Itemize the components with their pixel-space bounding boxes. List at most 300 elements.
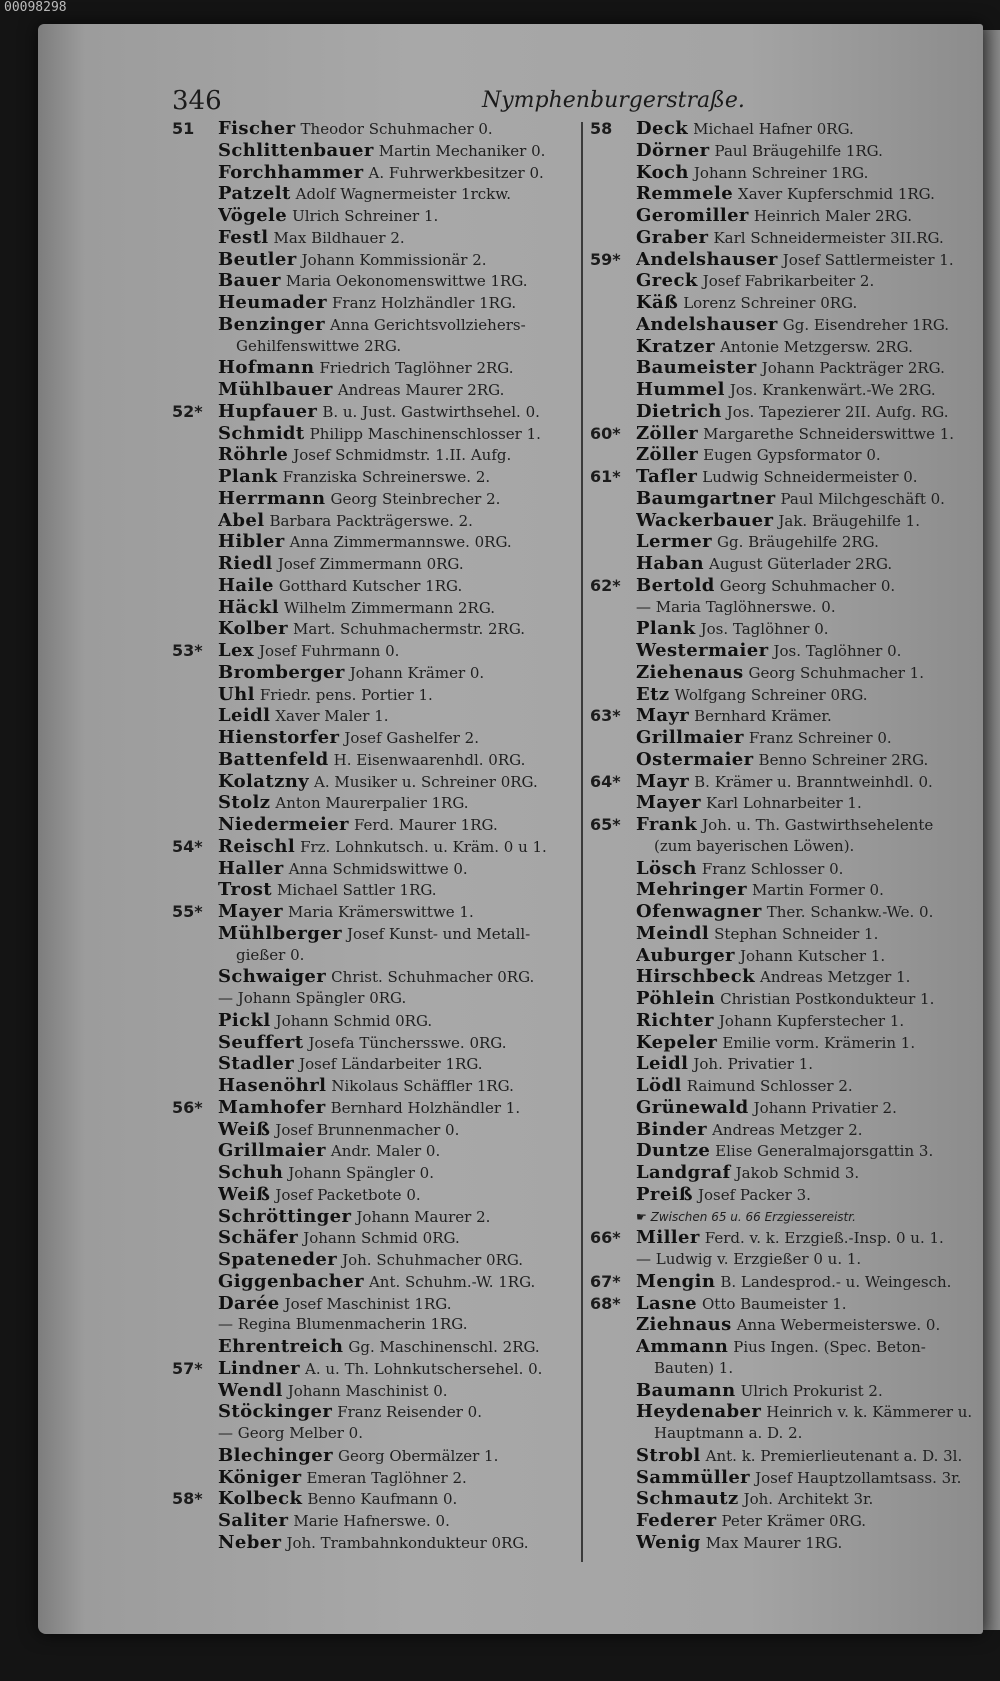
resident-surname: Baumeister (636, 357, 757, 379)
resident-details: Jakob Schmid 3. (735, 1164, 860, 1182)
resident-surname: Patzelt (218, 183, 291, 205)
entry-text (218, 183, 592, 206)
entry-text (218, 1467, 592, 1490)
directory-entry (172, 531, 592, 553)
house-number: 67* (590, 1271, 621, 1291)
resident-surname: Hasenöhrl (218, 1075, 327, 1096)
directory-entry (590, 336, 985, 358)
house-number: 55* (172, 902, 203, 921)
directory-entry (172, 1010, 592, 1032)
directory-entry (590, 858, 985, 880)
directory-entry (590, 792, 985, 814)
resident-details: Benno Kaufmann 0. (307, 1490, 458, 1509)
resident-details: Karl Lohnarbeiter 1. (705, 794, 862, 813)
resident-surname: Hibler (218, 531, 285, 553)
entry-text (636, 792, 985, 815)
resident-surname: Festl (218, 226, 269, 248)
directory-entry (172, 1510, 592, 1532)
entry-text (636, 1401, 985, 1424)
directory-entry (172, 227, 592, 249)
entry-text (636, 945, 985, 968)
resident-details: Michael Sattler 1RG. (277, 881, 437, 900)
directory-entry (172, 1271, 592, 1293)
directory-entry (172, 1206, 592, 1228)
directory-entry (172, 118, 592, 140)
resident-surname: Greck (636, 270, 698, 292)
house-number: 65* (590, 815, 621, 834)
resident-details: Adolf Wagnermeister 1rckw. (295, 185, 512, 204)
resident-surname: Wackerbauer (636, 509, 774, 531)
resident-surname: Lermer (636, 531, 712, 553)
resident-details: Josef Packetbote 0. (275, 1185, 421, 1204)
resident-surname: Abel (218, 509, 265, 531)
resident-details: Ther. Schankw.-We. 0. (766, 903, 934, 921)
resident-surname: Miller (636, 1227, 700, 1249)
directory-entry (172, 988, 592, 1010)
directory-entry (590, 227, 985, 249)
resident-details: Martin Mechaniker 0. (378, 141, 546, 160)
directory-entry (172, 1249, 592, 1271)
directory-entry (590, 1293, 985, 1315)
resident-surname: Hienstorfer (218, 727, 340, 748)
entry-text (218, 792, 592, 815)
resident-surname: Weiß (218, 1118, 271, 1140)
directory-entry (172, 705, 592, 727)
resident-surname: Giggenbacher (218, 1270, 364, 1292)
directory-entry (590, 1532, 985, 1554)
directory-entry (590, 1467, 985, 1489)
resident-details: Franz Schreiner 0. (748, 729, 892, 747)
directory-entry (172, 966, 592, 988)
directory-entry (590, 1314, 985, 1336)
resident-surname: Zöller (636, 444, 699, 466)
resident-details: Elise Generalmajorsgattin 3. (715, 1142, 934, 1161)
resident-surname: Lösch (636, 857, 697, 879)
entry-text (636, 379, 985, 402)
entry-text (636, 205, 985, 228)
resident-surname: Schmautz (636, 1488, 739, 1510)
house-number: 56* (172, 1097, 203, 1117)
entry-text (218, 1445, 592, 1468)
resident-surname: Dietrich (636, 400, 722, 422)
entry-text (218, 879, 592, 902)
directory-entry (590, 1053, 985, 1075)
directory-entry (590, 814, 985, 836)
resident-details: Raimund Schlosser 2. (686, 1077, 853, 1095)
directory-entry (172, 575, 592, 597)
directory-entry (590, 162, 985, 184)
entry-text (636, 227, 985, 250)
entry-text (218, 575, 592, 598)
directory-entry (590, 1184, 985, 1206)
resident-details: A. Fuhrwerkbesitzer 0. (368, 163, 544, 182)
directory-entry (590, 618, 985, 640)
resident-surname: Andelshauser (636, 248, 778, 270)
directory-entry (172, 879, 592, 901)
house-number: 52* (172, 401, 203, 421)
resident-surname: Koch (636, 161, 689, 183)
resident-surname: Andelshauser (636, 313, 778, 335)
resident-surname: Mayer (218, 901, 283, 922)
resident-details: Johann Krämer 0. (349, 663, 485, 682)
entry-text (636, 597, 985, 619)
entry-text (636, 1010, 985, 1033)
resident-surname: Haban (636, 553, 705, 574)
resident-details: Marie Hafnerswe. 0. (293, 1512, 450, 1530)
entry-text (636, 814, 985, 837)
house-number: 62* (590, 575, 621, 595)
entry-text (636, 684, 985, 707)
directory-entry (590, 531, 985, 553)
entry-text (218, 292, 592, 315)
resident-details: Andr. Maler 0. (330, 1142, 441, 1161)
entry-text (636, 140, 985, 163)
entry-text (636, 923, 985, 946)
resident-surname: Grillmaier (636, 727, 744, 748)
house-number: 58 (590, 119, 613, 138)
resident-details: (zum bayerischen Löwen). (654, 836, 855, 855)
entry-text (636, 705, 985, 728)
entry-text (636, 357, 985, 380)
entry-text (218, 205, 592, 228)
resident-surname: Schmidt (218, 422, 305, 444)
resident-surname: Ziehenaus (636, 661, 744, 683)
entry-text (636, 988, 985, 1011)
directory-entry (172, 444, 592, 466)
resident-details: — Johann Spängler 0RG. (218, 989, 407, 1007)
entry-text (218, 966, 592, 989)
resident-details: Johann Kupferstecher 1. (718, 1011, 905, 1030)
resident-details: gießer 0. (236, 945, 305, 964)
entry-text (636, 1140, 985, 1163)
directory-entry (590, 1097, 985, 1119)
resident-details: Gehilfenswittwe 2RG. (236, 336, 402, 355)
resident-details: Max Bildhauer 2. (273, 228, 405, 247)
resident-details: Josefa Tünchersswe. 0RG. (308, 1033, 507, 1052)
entry-text (636, 618, 985, 641)
directory-entry (590, 379, 985, 401)
directory-entry (590, 1510, 985, 1532)
resident-details: Mart. Schuhmachermstr. 2RG. (293, 620, 526, 639)
resident-surname: Hummel (636, 379, 725, 400)
directory-entry (172, 1445, 592, 1467)
directory-entry (172, 749, 592, 771)
resident-details: Martin Former 0. (752, 881, 884, 900)
entry-text (218, 705, 592, 728)
resident-details: Anton Maurerpalier 1RG. (275, 794, 469, 813)
resident-details: Gg. Bräugehilfe 2RG. (716, 533, 879, 552)
resident-details: Josef Sattlermeister 1. (782, 250, 954, 269)
directory-entry (172, 662, 592, 684)
entry-text (218, 466, 592, 489)
resident-details: Andreas Metzger 1. (759, 968, 911, 987)
resident-surname: Forchhammer (218, 161, 364, 183)
page-header (172, 86, 902, 120)
entry-text (654, 1358, 985, 1380)
directory-entry (590, 1227, 985, 1249)
directory-entry (172, 945, 592, 967)
entry-text (636, 270, 985, 293)
resident-details: Gotthard Kutscher 1RG. (278, 576, 463, 595)
directory-entry (590, 988, 985, 1010)
directory-entry (590, 684, 985, 706)
resident-details: Christian Postkondukteur 1. (720, 990, 935, 1008)
resident-details: Ant. k. Premierlieutenant a. D. 3l. (705, 1446, 963, 1465)
directory-entry (172, 1401, 592, 1423)
resident-surname: Frank (636, 814, 698, 835)
entry-text (218, 531, 592, 554)
directory-entry (590, 314, 985, 336)
resident-surname: Zöller (636, 422, 699, 444)
directory-entry (172, 314, 592, 336)
resident-details: Barbara Packträgerswe. 2. (269, 511, 473, 530)
house-number: 53* (172, 641, 203, 660)
entry-text (636, 488, 985, 511)
resident-details: Peter Krämer 0RG. (721, 1512, 867, 1530)
resident-surname: Vögele (218, 205, 288, 226)
resident-details: Lorenz Schreiner 0RG. (683, 294, 858, 312)
resident-surname: Meindl (636, 922, 710, 944)
resident-surname: Kolber (218, 618, 289, 640)
resident-details: Frz. Lohnkutsch. u. Kräm. 0 u 1. (300, 837, 547, 856)
resident-surname: Graber (636, 226, 709, 248)
resident-details: Andreas Metzger 2. (712, 1120, 863, 1139)
entry-text (636, 966, 985, 989)
entry-text (218, 1032, 592, 1055)
resident-details: Johann Privatier 2. (753, 1098, 897, 1117)
entry-text (218, 771, 592, 794)
resident-details: — Maria Taglöhnerswe. 0. (636, 597, 836, 616)
directory-entry (172, 357, 592, 379)
directory-entry (590, 401, 985, 423)
resident-details: B. u. Just. Gastwirthsehel. 0. (322, 402, 540, 421)
directory-entry (590, 205, 985, 227)
resident-surname: Lödl (636, 1075, 682, 1096)
resident-surname: Haile (218, 574, 274, 596)
resident-details: Jos. Krankenwärt.-We 2RG. (729, 381, 936, 399)
resident-details: Michael Hafner 0RG. (693, 120, 854, 138)
resident-surname: Federer (636, 1510, 717, 1531)
resident-details: Paul Milchgeschäft 0. (780, 489, 945, 508)
resident-surname: Grünewald (636, 1096, 749, 1118)
directory-entry (590, 1358, 985, 1380)
entry-text (636, 466, 985, 489)
resident-surname: Battenfeld (218, 748, 329, 770)
directory-entry (172, 1140, 592, 1162)
entry-text (636, 1075, 985, 1098)
entry-text (218, 1140, 592, 1163)
resident-surname: Heumader (218, 292, 327, 313)
entry-text (218, 270, 592, 293)
directory-entry (590, 879, 985, 901)
resident-details: Joh. Schuhmacher 0RG. (342, 1251, 524, 1269)
directory-entry (590, 466, 985, 488)
resident-surname: Haller (218, 857, 284, 879)
entry-text (218, 597, 592, 620)
resident-details: Georg Obermälzer 1. (338, 1446, 499, 1465)
entry-text (218, 1053, 592, 1076)
entry-text (636, 858, 985, 881)
resident-surname: Plank (636, 618, 696, 640)
resident-details: Xaver Maler 1. (275, 707, 389, 726)
resident-surname: Sammüller (636, 1466, 751, 1488)
page-number: 346 (172, 86, 222, 116)
resident-surname: Spateneder (218, 1249, 338, 1270)
directory-entry (590, 771, 985, 793)
resident-details: Eugen Gypsformator 0. (703, 446, 881, 465)
resident-details: Nikolaus Schäffler 1RG. (331, 1077, 514, 1095)
entry-text (636, 1314, 985, 1337)
resident-surname: Kratzer (636, 335, 716, 357)
directory-entry (172, 249, 592, 271)
directory-entry (590, 1271, 985, 1293)
resident-details: Georg Schuhmacher 1. (748, 663, 924, 682)
directory-entry (590, 901, 985, 923)
resident-surname: Niedermeier (218, 814, 349, 835)
directory-entry (172, 1423, 592, 1445)
resident-surname: Leidl (636, 1053, 689, 1075)
resident-details: — Georg Melber 0. (218, 1424, 363, 1442)
entry-text (218, 1423, 592, 1445)
running-title: Nymphenburgerstraße. (482, 88, 745, 113)
resident-details: Joh. Privatier 1. (693, 1055, 814, 1074)
house-number: 60* (590, 423, 621, 443)
entry-text (636, 1293, 985, 1316)
entry-text (218, 1358, 592, 1381)
resident-details: Johann Maschinist 0. (287, 1381, 448, 1400)
resident-surname: Baumgartner (636, 487, 776, 509)
directory-entry (590, 662, 985, 684)
directory-entry (172, 901, 592, 923)
entry-text (654, 836, 985, 858)
resident-details: Johann Maurer 2. (356, 1207, 491, 1226)
entry-text (218, 1184, 592, 1207)
resident-details: Wolfgang Schreiner 0RG. (674, 685, 868, 704)
directory-entry (172, 1314, 592, 1336)
resident-details: Johann Schmid 0RG. (275, 1011, 433, 1030)
entry-text (636, 1467, 985, 1490)
resident-details: Josef Schmidmstr. 1.II. Aufg. (293, 446, 512, 465)
resident-details: Georg Schuhmacher 0. (719, 576, 896, 595)
directory-entry (172, 466, 592, 488)
entry-text (218, 1227, 592, 1250)
resident-details: Jos. Taglöhner 0. (700, 620, 829, 639)
directory-entry (590, 1401, 985, 1423)
resident-surname: Grillmaier (218, 1140, 326, 1162)
directory-entry (590, 1032, 985, 1054)
resident-surname: Benzinger (218, 313, 326, 335)
directory-entry (172, 1467, 592, 1489)
entry-text (218, 314, 592, 337)
directory-entry (590, 836, 985, 858)
directory-entry (172, 270, 592, 292)
directory-entry (590, 1206, 985, 1228)
entry-text (218, 379, 592, 402)
entry-text (636, 879, 985, 902)
entry-text (218, 1010, 592, 1033)
resident-details: Jos. Tapezierer 2II. Aufg. RG. (726, 402, 949, 421)
entry-text (218, 357, 592, 380)
entry-text (218, 401, 592, 424)
resident-surname: Stolz (218, 792, 271, 814)
resident-surname: Saliter (218, 1510, 289, 1531)
entry-text (218, 249, 592, 272)
directory-entry (172, 1227, 592, 1249)
resident-details: Margarethe Schneiderswittwe 1. (703, 424, 955, 443)
house-number: 61* (590, 467, 621, 486)
directory-entry (172, 792, 592, 814)
resident-details: Bernhard Holzhändler 1. (330, 1098, 521, 1117)
resident-surname: Häckl (218, 596, 279, 618)
directory-entry (172, 1358, 592, 1380)
resident-surname: Hirschbeck (636, 966, 755, 988)
resident-details: Gg. Eisendreher 1RG. (782, 315, 950, 334)
resident-details: Gg. Maschinenschl. 2RG. (348, 1338, 540, 1356)
resident-surname: Etz (636, 683, 670, 705)
resident-surname: Duntze (636, 1140, 711, 1162)
entry-text (218, 1249, 592, 1272)
entry-text (636, 575, 985, 598)
resident-surname: Mehringer (636, 879, 747, 901)
resident-surname: Mengin (636, 1270, 716, 1292)
resident-surname: Pickl (218, 1009, 271, 1031)
directory-entry (172, 1380, 592, 1402)
resident-surname: Mayr (636, 705, 690, 727)
entry-text (218, 1380, 592, 1403)
resident-details: Anna Schmidswittwe 0. (288, 859, 468, 878)
directory-entry (590, 140, 985, 162)
resident-surname: Mühlberger (218, 922, 342, 944)
resident-details: Theodor Schuhmacher 0. (300, 120, 493, 138)
entry-text (218, 423, 592, 446)
directory-entry (172, 1053, 592, 1075)
directory-entry (172, 1075, 592, 1097)
entry-text (636, 1119, 985, 1142)
resident-surname: Schäfer (218, 1227, 299, 1249)
entry-text (636, 1032, 985, 1055)
resident-surname: Ammann (636, 1336, 729, 1357)
entry-text (636, 401, 985, 424)
resident-details: Bernhard Krämer. (694, 707, 832, 726)
resident-details: Ulrich Schreiner 1. (292, 207, 439, 225)
directory-entry (172, 727, 592, 749)
resident-details: Benno Schreiner 2RG. (758, 750, 929, 769)
entry-text (218, 640, 592, 663)
entry-text (218, 162, 592, 185)
directory-entry (590, 1119, 985, 1141)
resident-surname: Plank (218, 466, 278, 487)
resident-details: Friedr. pens. Portier 1. (259, 685, 433, 704)
resident-details: Christ. Schuhmacher 0RG. (331, 968, 535, 987)
resident-details: Ant. Schuhm.-W. 1RG. (368, 1272, 536, 1291)
directory-entry (172, 836, 592, 858)
right-column (590, 118, 985, 1554)
resident-surname: Kolbeck (218, 1488, 303, 1510)
directory-entry (172, 401, 592, 423)
entry-text (218, 923, 592, 946)
entry-text (636, 1097, 985, 1120)
entry-text (218, 1293, 592, 1316)
resident-details: Jos. Taglöhner 0. (773, 642, 902, 660)
resident-details: Josef Kunst- und Metall- (346, 924, 531, 943)
resident-surname: Hupfauer (218, 400, 318, 422)
entry-text (654, 1423, 985, 1445)
resident-details: Karl Schneidermeister 3II.RG. (713, 228, 944, 247)
resident-details: Josef Hauptzollamtsass. 3r. (755, 1468, 962, 1487)
resident-surname: Dörner (636, 139, 710, 161)
house-number: 57* (172, 1358, 203, 1378)
entry-text (236, 336, 592, 358)
